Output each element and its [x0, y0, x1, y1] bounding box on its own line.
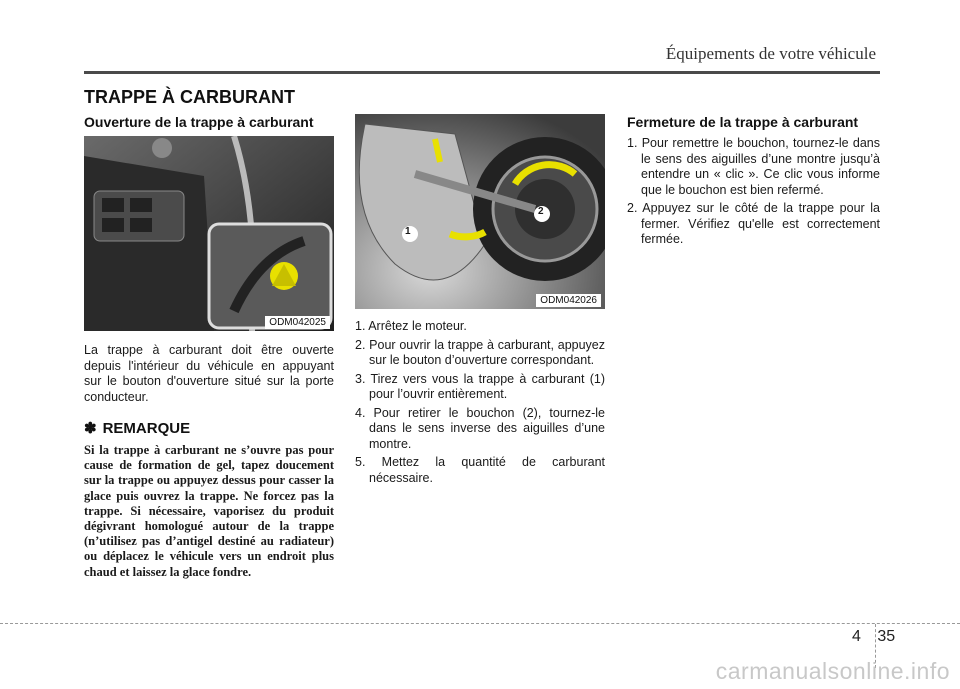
opening-steps — [355, 319, 605, 486]
footer-rule — [0, 623, 960, 624]
remark-title: REMARQUE — [102, 419, 191, 437]
column-closing — [627, 114, 880, 251]
list-item: 1. Arrêtez le moteur. — [355, 319, 467, 333]
column-opening — [84, 114, 334, 580]
subhead-closing: Fermeture de la trappe à carburant — [627, 114, 859, 130]
remark-heading — [84, 419, 334, 437]
list-item: 2. Appuyez sur le côté de la trappe pour la fermer. Vérifiez qu'elle est correctement fermée. — [627, 201, 880, 246]
page-number — [852, 628, 895, 646]
column-steps-open — [355, 114, 605, 489]
closing-steps — [627, 136, 880, 248]
fuel-door-illustration — [355, 114, 605, 309]
list-item: 1. Pour remettre le bouchon, tournez-le dans le sens des aiguilles d’une montre jusqu’à entendre un « clic ». Ce clic vous informe que le bouchon est bien refermé. — [627, 136, 880, 197]
opening-paragraph: La trappe à carburant doit être ouverte depuis l'intérieur du véhicule en appuyant sur le bouton d'ouverture situé sur la porte conducteur. — [84, 343, 334, 404]
callout-2: 2 — [538, 206, 544, 217]
figure-code-2: ODM042026 — [536, 294, 601, 307]
figure-code-1: ODM042025 — [265, 316, 330, 329]
list-item: 4. Pour retirer le bouchon (2), tournez-le dans le sens inverse des aiguilles d’une montre. — [355, 405, 605, 451]
list-item: 3. Tirez vers vous la trappe à carburant (1) pour l’ouvrir entièrement. — [355, 371, 605, 401]
page-number-value: 35 — [877, 628, 896, 645]
remark-body: Si la trappe à carburant ne s’ouvre pas pour cause de formation de gel, tapez doucement sur la trappe ou appuyez dessus pour casser la glace puis ouvrez la trappe. Ne forcez pas la trappe. Si nécessaire, vaporisez du produit dégivrant homologué autour de la trappe (n’utilisez pas d’antigel destiné au radiateur) ou déplacez le véhicule vers un endroit plus chaud et laissez la glace fondre. — [84, 443, 334, 579]
fuel-door-photo — [355, 114, 605, 309]
door-switch-illustration — [84, 136, 334, 331]
list-item: 2. Pour ouvrir la trappe à carburant, appuyez sur le bouton d’ouverture correspondant. — [355, 337, 605, 367]
watermark: carmanualsonline.info — [715, 658, 950, 684]
header-rule — [84, 71, 880, 74]
page-header-title: Équipements de votre véhicule — [665, 44, 876, 63]
remark-asterisk-icon: ✽ — [84, 420, 97, 437]
callout-1: 1 — [405, 226, 411, 237]
door-switch-photo — [84, 136, 334, 331]
subhead-opening: Ouverture de la trappe à carburant — [84, 114, 314, 130]
section-title: TRAPPE À CARBURANT — [84, 87, 295, 107]
list-item: 5. Mettez la quantité de carburant nécessaire. — [355, 455, 605, 485]
chapter-number: 4 — [852, 628, 861, 645]
